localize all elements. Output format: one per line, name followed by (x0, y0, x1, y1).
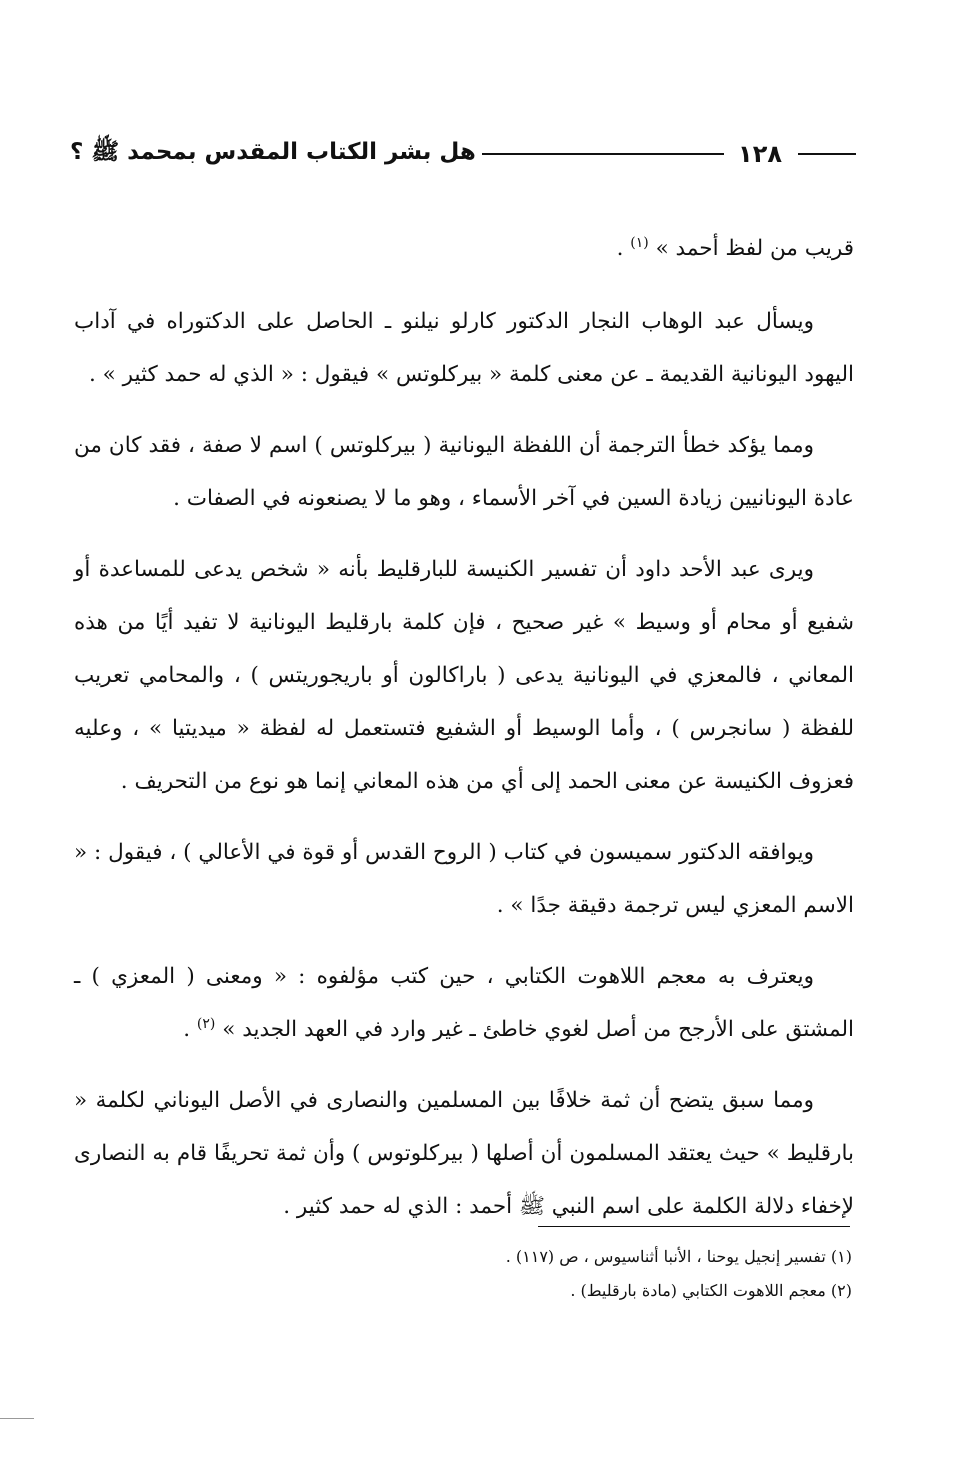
paragraph-6 (74, 950, 854, 1056)
paragraph-1-text: قريب من لفظ أحمد » (648, 236, 854, 261)
header-rule-right (798, 153, 856, 155)
footnote-2: (٢) معجم اللاهوت الكتابي (مادة بارقليط) . (570, 1281, 852, 1300)
footnote-ref-2: (٢) (196, 1015, 216, 1032)
paragraph-1 (74, 222, 854, 275)
footnotes (74, 1240, 852, 1308)
paragraph-3: ومما يؤكد خطأ الترجمة أن اللفظة اليونانية ( بيركلوتس ) اسم لا صفة ، فقد كان من عادة اليونانيين زيادة السين في آخر الأسماء ، وهو ما لا يصنعونه في الصفات . (74, 433, 854, 511)
paragraph-6-end: . (183, 1017, 197, 1042)
paragraph-6-text: ويعترف به معجم اللاهوت الكتابي ، حين كتب مؤلفوه : « ومعنى ( المعزي ) ـ المشتق على الأرجح من أصل لغوي خاطئ ـ غير وارد في العهد الجديد » (74, 964, 854, 1042)
body-text (74, 222, 854, 1251)
paragraph-1-end: . (616, 236, 631, 261)
footnote-1: (١) تفسير إنجيل يوحنا ، الأنبا أثناسيوس ، ص (١١٧) . (505, 1247, 852, 1266)
page-number: ١٢٨ (738, 140, 782, 168)
page-header (70, 134, 856, 174)
paragraph-2: ويسأل عبد الوهاب النجار الدكتور كارلو نيلنو ـ الحاصل على الدكتوراه في آداب اليهود اليونانية القديمة ـ عن معنى كلمة « بيركلوتس » فيقول : « الذي له حمد كثير » . (74, 309, 854, 387)
running-title: هل بشر الكتاب المقدس بمحمد ﷺ ؟ (70, 139, 476, 165)
scan-edge-mark (0, 1418, 34, 1419)
paragraph-4: ويرى عبد الأحد داود أن تفسير الكنيسة للبارقليط بأنه « شخص يدعى للمساعدة أو شفيع أو محام أو وسيط » غير صحيح ، فإن كلمة بارقليط اليونانية لا تفيد أيًا من هذه المعاني ، فالمعزي في اليونانية يدعى ( باراكالون أو باريجوريتس ) ، والمحامي تعريب للفظة ( سانجرس ) ، وأما الوسيط أو الشفيع فتستعمل له لفظة « ميديتيا » ، وعليه فعزوف الكنيسة عن معنى الحمد إلى أي من هذه المعاني إنما هو نوع من التحريف . (74, 557, 854, 794)
footnote-separator (538, 1226, 850, 1227)
header-rule-middle (482, 153, 724, 155)
footnote-ref-1: (١) (630, 234, 649, 251)
paragraph-5: ويوافقه الدكتور سميسون في كتاب ( الروح القدس أو قوة في الأعالي ) ، فيقول : « الاسم المعزي ليس ترجمة دقيقة جدًا » . (74, 840, 854, 918)
paragraph-7: ومما سبق يتضح أن ثمة خلافًا بين المسلمين والنصارى في الأصل اليوناني لكلمة « بارقليط » حيث يعتقد المسلمون أن أصلها ( بيركلوتوس ) وأن ثمة تحريفًا قام به النصارى لإخفاء دلالة الكلمة على اسم النبي ﷺ أحمد : الذي له حمد كثير . (74, 1088, 854, 1219)
